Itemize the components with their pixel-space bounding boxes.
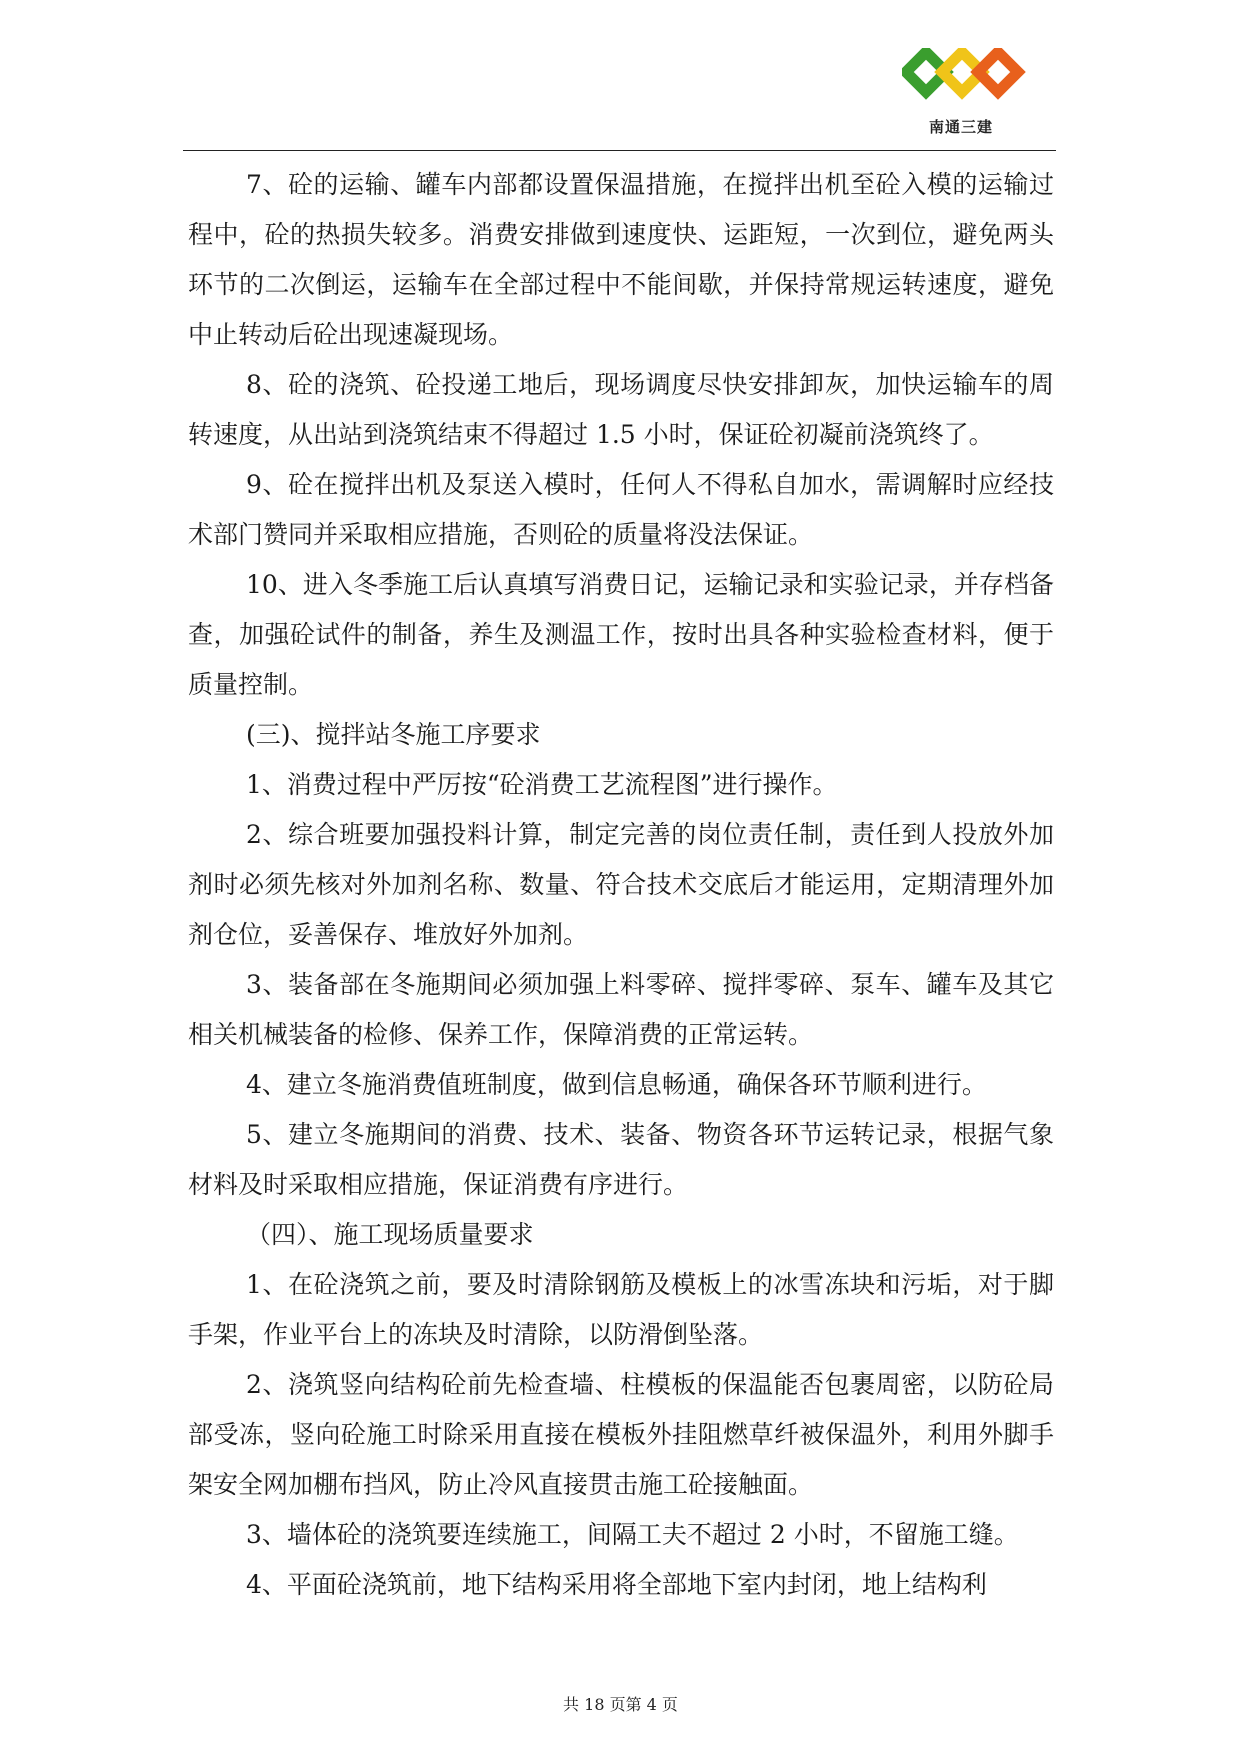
paragraph-9: 9、砼在搅拌出机及泵送入模时，任何人不得私自加水，需调解时应经技术部门赞同并采取相应措施，否则砼的质量将没法保证。 (188, 470, 1054, 549)
section4-item-1: 1、在砼浇筑之前，要及时清除钢筋及模板上的冰雪冻块和污垢，对于脚手架，作业平台上的冻块及时清除，以防滑倒坠落。 (188, 1270, 1054, 1349)
section3-item-3: 3、装备部在冬施期间必须加强上料零碎、搅拌零碎、泵车、罐车及其它相关机械装备的检修、保养工作，保障消费的正常运转。 (188, 970, 1054, 1049)
section3-item-5: 5、建立冬施期间的消费、技术、装备、物资各环节运转记录，根据气象材料及时采取相应措施，保证消费有序进行。 (188, 1120, 1054, 1199)
section-heading-3: (三)、搅拌站冬施工序要求 (246, 720, 541, 749)
paragraph-7: 7、砼的运输、罐车内部都设置保温措施，在搅拌出机至砼入模的运输过程中，砼的热损失较多。消费安排做到速度快、运距短，一次到位，避免两头环节的二次倒运，运输车在全部过程中不能间歇，并保持常规运转速度，避免中止转动后砼出现速凝现场。 (188, 170, 1054, 349)
paragraph-8: 8、砼的浇筑、砼投递工地后，现场调度尽快安排卸灰，加快运输车的周转速度，从出站到浇筑结束不得超过 1.5 小时，保证砼初凝前浇筑终了。 (188, 370, 1054, 449)
paragraph-10: 10、进入冬季施工后认真填写消费日记，运输记录和实验记录，并存档备查，加强砼试件的制备，养生及测温工作，按时出具各种实验检查材料，便于质量控制。 (188, 570, 1054, 699)
section-heading-4: （四）、施工现场质量要求 (246, 1220, 534, 1249)
logo-text: 南通三建 (928, 118, 993, 136)
logo-diamonds-icon (902, 48, 1026, 114)
document-body (188, 160, 1054, 1610)
header-divider (183, 150, 1056, 151)
logo-diamond-orange (978, 52, 1018, 92)
page-number: 共 18 页第 4 页 (563, 1695, 678, 1714)
section3-item-4: 4、建立冬施消费值班制度，做到信息畅通，确保各环节顺利进行。 (246, 1070, 987, 1099)
company-logo (900, 48, 1030, 140)
section4-item-3: 3、墙体砼的浇筑要连续施工，间隔工夫不超过 2 小时，不留施工缝。 (246, 1520, 1019, 1549)
section3-item-1: 1、消费过程中严厉按“砼消费工艺流程图”进行操作。 (246, 770, 838, 799)
section4-item-2: 2、浇筑竖向结构砼前先检查墙、柱模板的保温能否包裹周密，以防砼局部受冻，竖向砼施工时除采用直接在模板外挂阻燃草纤被保温外，利用外脚手架安全网加棚布挡风，防止冷风直接贯击施工砼接触面。 (188, 1370, 1054, 1499)
section3-item-2: 2、综合班要加强投料计算，制定完善的岗位责任制，责任到人投放外加剂时必须先核对外加剂名称、数量、符合技术交底后才能运用，定期清理外加剂仓位，妥善保存、堆放好外加剂。 (188, 820, 1054, 949)
section4-item-4: 4、平面砼浇筑前，地下结构采用将全部地下室内封闭，地上结构利 (246, 1570, 987, 1599)
